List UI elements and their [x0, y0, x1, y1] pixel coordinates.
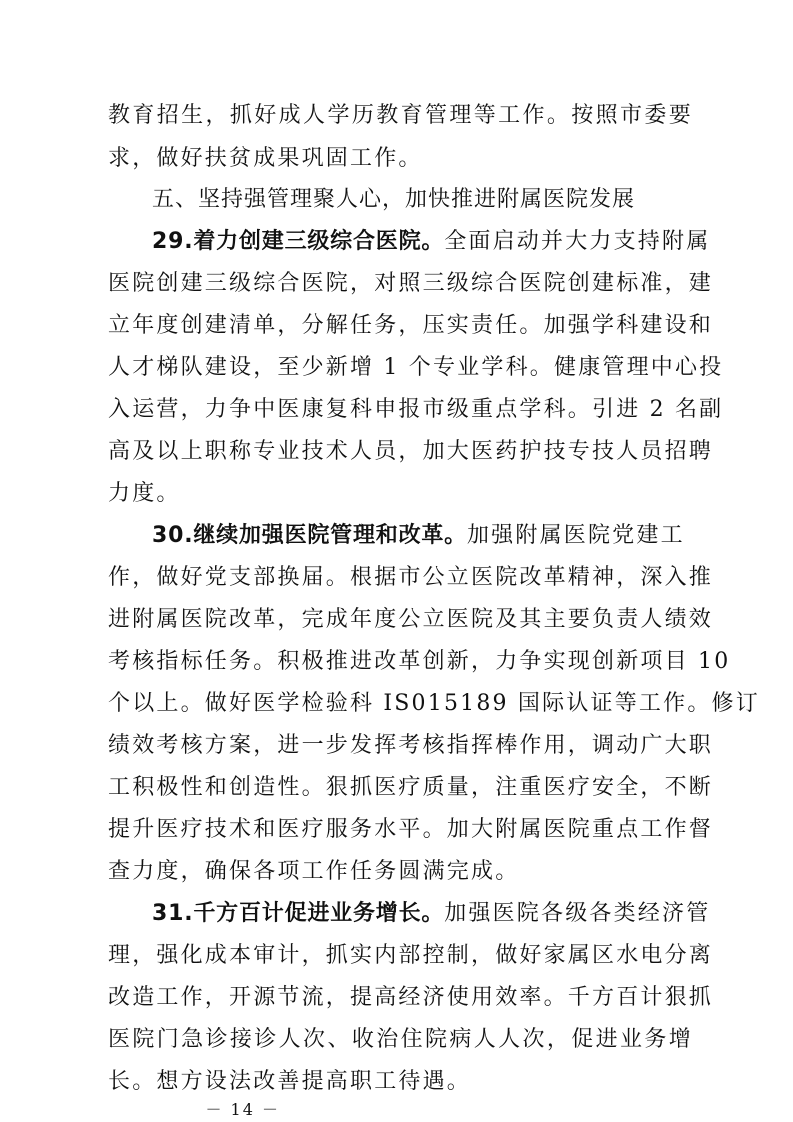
- body-text-line: 医院门急诊接诊人次、收治住院病人人次，促进业务增: [108, 1027, 693, 1052]
- body-text-line: 长。想方设法改善提高职工待遇。: [108, 1069, 472, 1094]
- body-text-line: 提升医疗技术和医疗服务水平。加大附属医院重点工作督: [108, 817, 714, 842]
- item-30-first-line: [152, 517, 693, 555]
- item-30-title: 30.继续加强医院管理和改革。: [152, 523, 467, 548]
- body-text-segment: 加强附属医院党建工: [466, 523, 685, 548]
- body-text-line: 绩效考核方案，进一步发挥考核指挥棒作用，调动广大职: [108, 733, 714, 758]
- body-text-line: 作，做好党支部换届。根据市公立医院改革精神，深入推: [108, 565, 714, 590]
- body-text-line: 个以上。做好医学检验科 IS015189 国际认证等工作。修订: [108, 691, 760, 716]
- body-text-segment: 加强医院各级各类经济管: [444, 901, 711, 926]
- body-text-line: 求，做好扶贫成果巩固工作。: [108, 146, 423, 171]
- body-text-line: 工积极性和创造性。狠抓医疗质量，注重医疗安全，不断: [108, 775, 714, 800]
- section-heading: 五、坚持强管理聚人心，加快推进附属医院发展: [152, 187, 636, 212]
- item-29-title: 29.着力创建三级综合医院。: [152, 229, 445, 254]
- body-text-line: 入运营，力争中医康复科申报市级重点学科。引进 2 名副: [108, 397, 724, 422]
- item-31-title: 31.千方百计促进业务增长。: [152, 901, 445, 926]
- body-text-line: 教育招生，抓好成人学历教育管理等工作。按照市委要: [108, 103, 693, 128]
- body-text-line: 进附属医院改革，完成年度公立医院及其主要负责人绩效: [108, 607, 714, 632]
- body-text-line: 改造工作，开源节流，提高经济使用效率。千方百计狠抓: [108, 985, 714, 1010]
- body-text-line: 高及以上职称专业技术人员，加大医药护技专技人员招聘: [108, 439, 714, 464]
- body-text-line: 查力度，确保各项工作任务圆满完成。: [108, 859, 520, 884]
- body-text-line: 考核指标任务。积极推进改革创新，力争实现创新项目 10: [108, 649, 731, 674]
- item-29-first-line: [152, 223, 711, 261]
- body-text-line: 理，强化成本审计，抓实内部控制，做好家属区水电分离: [108, 943, 714, 968]
- body-text-line: 人才梯队建设，至少新增 1 个专业学科。健康管理中心投: [108, 355, 724, 380]
- body-text-line: 立年度创建清单，分解任务，压实责任。加强学科建设和: [108, 313, 714, 338]
- page-number: － 14 －: [205, 1100, 280, 1119]
- body-text-line: 力度。: [108, 481, 181, 506]
- body-text-segment: 全面启动并大力支持附属: [444, 229, 711, 254]
- body-text-line: 医院创建三级综合医院，对照三级综合医院创建标准，建: [108, 271, 714, 296]
- item-31-first-line: [152, 895, 711, 933]
